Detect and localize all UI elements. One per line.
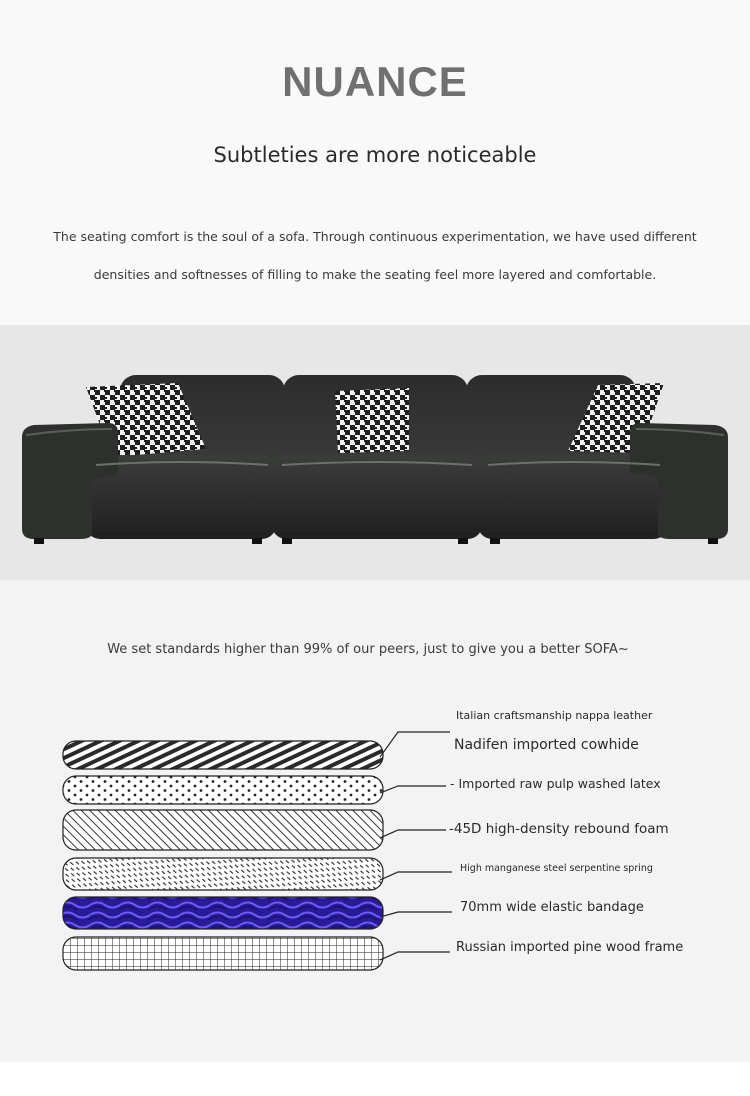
layer-label-foam: -45D high-density rebound foam: [449, 821, 669, 837]
layer-label-bandage: 70mm wide elastic bandage: [460, 900, 644, 915]
layer-label-latex: - Imported raw pulp washed latex: [450, 776, 661, 791]
layer-leather-bar: [63, 741, 383, 769]
layer-label-spring: High manganese steel serpentine spring: [460, 863, 653, 874]
leader-line-5: [380, 912, 452, 917]
layer-bandage-bar: [63, 897, 383, 929]
layer-label-leather: Nadifen imported cowhide: [454, 737, 639, 753]
layer-foam-bar: [63, 810, 383, 850]
layer-label-frame: Russian imported pine wood frame: [456, 940, 684, 955]
brand-logo: NUANCE: [282, 58, 468, 105]
standards-statement: We set standards higher than 99% of our peers, just to give you a better SOFA~: [107, 642, 629, 657]
description-line-2: densities and softnesses of filling to make the seating feel more layered and comfortable.: [93, 267, 657, 282]
page-subtitle: Subtleties are more noticeable: [213, 143, 537, 167]
layer-spring-bar: [63, 858, 383, 890]
layer-frame-bar: [63, 937, 383, 970]
leader-line-3: [380, 830, 446, 838]
leader-line-2: [380, 786, 446, 793]
layer-latex-bar: [63, 776, 383, 804]
description-line-1: The seating comfort is the soul of a sofa. Through continuous experimentation, we have used different: [53, 229, 697, 244]
leader-line-4: [380, 872, 452, 880]
leader-line-6: [380, 952, 450, 960]
leader-line-1: [380, 732, 450, 757]
layer-top-note: Italian craftsmanship nappa leather: [456, 709, 653, 722]
